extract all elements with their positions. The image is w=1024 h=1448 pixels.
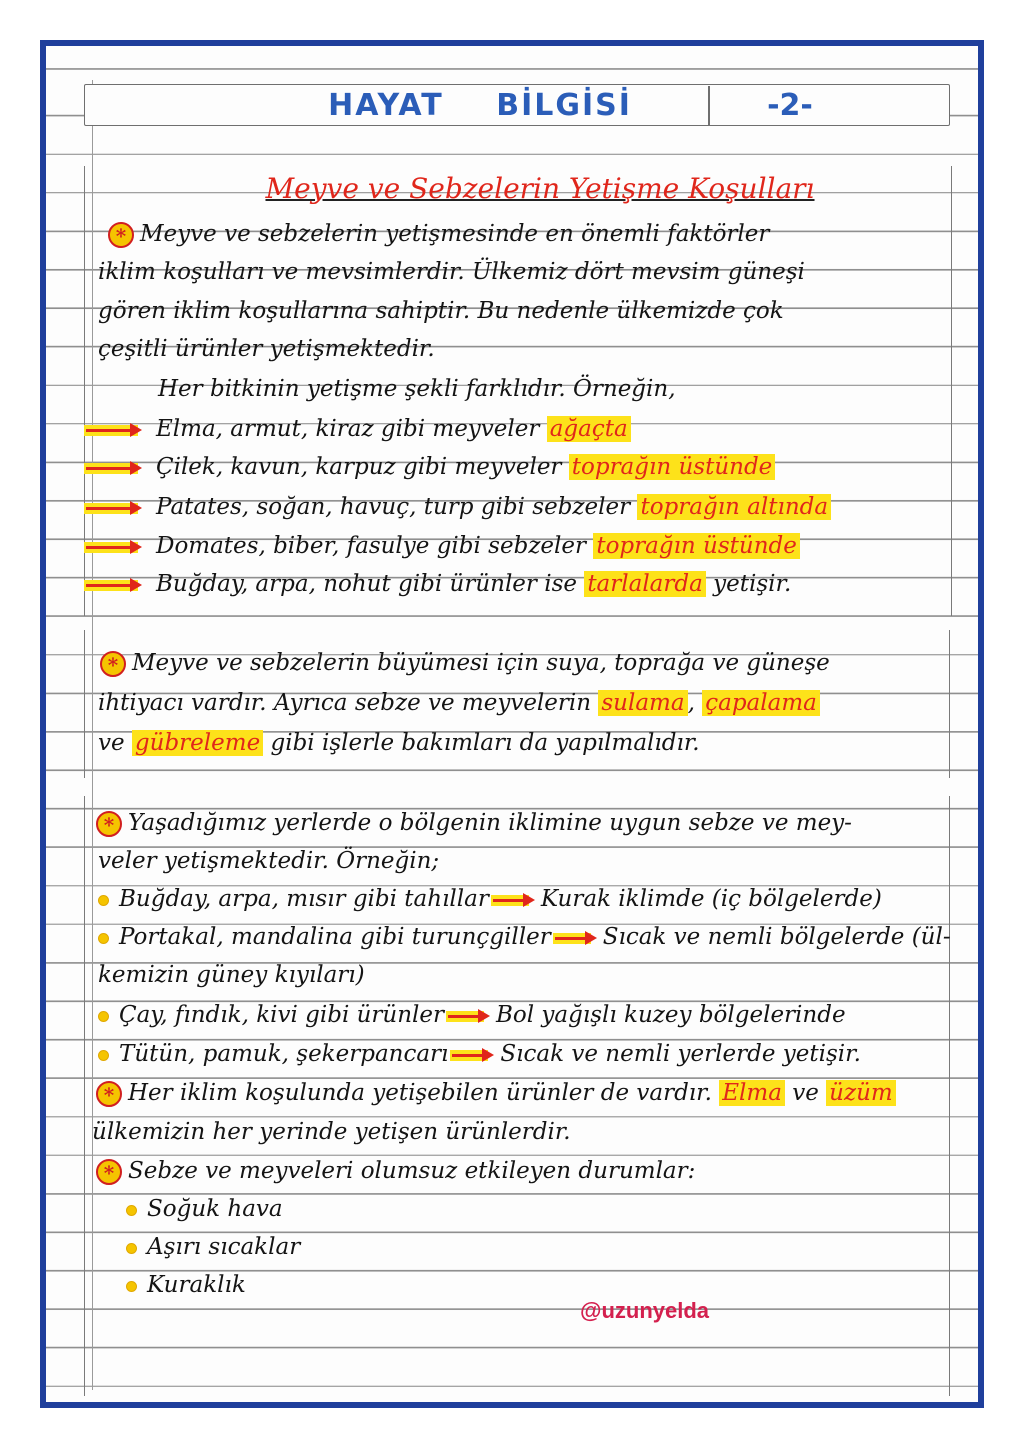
intro-line-3: gören iklim koşullarına sahiptir. Bu nedenle ülkemizde çok: [98, 298, 784, 324]
intro-line-1: * Meyve ve sebzelerin yetişmesinde en önemli faktörler: [108, 219, 769, 249]
intro-line-2: iklim koşulları ve mevsimlerdir. Ülkemiz dört mevsim güneşi: [98, 259, 805, 285]
growth-item-2: Çilek, kavun, karpuz gibi meyveler toprağın üstünde: [86, 452, 775, 482]
topic-title: Meyve ve Sebzelerin Yetişme Koşulları: [265, 172, 815, 205]
arrow-right-icon: [86, 578, 146, 592]
dot-bullet-icon: [98, 1011, 109, 1022]
growth-item-4: Domates, biber, fasulye gibi sebzeler toprağın üstünde: [86, 531, 800, 561]
arrow-right-icon: [493, 893, 537, 907]
dot-bullet-icon: [98, 895, 109, 906]
arrow-right-icon: [555, 931, 599, 945]
care-line-1: * Meyve ve sebzelerin büyümesi için suya, toprağa ve güneşe: [100, 648, 830, 678]
arrow-right-icon: [86, 461, 146, 475]
arrow-right-icon: [86, 423, 146, 437]
page-number: -2-: [767, 88, 813, 123]
arrow-right-icon: [86, 540, 146, 554]
growth-item-5: Buğday, arpa, nohut gibi ürünler ise tarlalarda yetişir.: [86, 569, 791, 599]
region-item-4: Tütün, pamuk, şekerpancarı Sıcak ve nemli yerlerde yetişir.: [98, 1039, 861, 1069]
star-circle-icon: *: [96, 811, 122, 837]
star-circle-icon: *: [96, 1159, 122, 1185]
everywhere-line-2: ülkemizin her yerinde yetişen ürünlerdir.: [92, 1119, 571, 1145]
arrow-right-icon: [452, 1048, 496, 1062]
watermark: @uzunyelda: [580, 1298, 710, 1323]
growth-intro: Her bitkinin yetişme şekli farklıdır. Örneğin,: [158, 376, 676, 402]
everywhere-line-1: * Her iklim koşulunda yetişebilen ürünler de vardır. Elma ve üzüm: [96, 1078, 896, 1108]
care-line-2: ihtiyacı vardır. Ayrıca sebze ve meyvelerin sulama , çapalama: [98, 688, 820, 718]
dot-bullet-icon: [126, 1281, 137, 1292]
region-item-3: Çay, fındık, kivi gibi ürünler Bol yağışlı kuzey bölgelerinde: [98, 1000, 846, 1030]
care-line-3: ve gübreleme gibi işlerle bakımları da yapılmalıdır.: [98, 730, 700, 756]
dot-bullet-icon: [98, 1050, 109, 1061]
regions-intro-1: * Yaşadığımız yerlerde o bölgenin iklimine uygun sebze ve mey-: [96, 808, 852, 838]
dot-bullet-icon: [98, 933, 109, 944]
subject-title: HAYAT BİLGİSİ: [328, 88, 632, 123]
region-item-1: Buğday, arpa, mısır gibi tahıllar Kurak iklimde (iç bölgelerde): [98, 884, 882, 914]
negative-item-2: Aşırı sıcaklar: [126, 1232, 300, 1262]
negative-item-1: Soğuk hava: [126, 1194, 283, 1224]
region-item-2-cont: kemizin güney kıyıları): [98, 962, 365, 988]
dot-bullet-icon: [126, 1243, 137, 1254]
intro-line-4: çeşitli ürünler yetişmektedir.: [98, 336, 435, 362]
star-circle-icon: *: [100, 651, 126, 677]
regions-intro-2: veler yetişmektedir. Örneğin;: [98, 848, 440, 874]
negative-item-3: Kuraklık: [126, 1270, 246, 1300]
dot-bullet-icon: [126, 1205, 137, 1216]
star-circle-icon: *: [108, 222, 134, 248]
header-divider: [708, 86, 710, 126]
star-circle-icon: *: [96, 1081, 122, 1107]
arrow-right-icon: [86, 501, 146, 515]
growth-item-1: Elma, armut, kiraz gibi meyveler ağaçta: [86, 414, 631, 444]
arrow-right-icon: [448, 1009, 492, 1023]
growth-item-3: Patates, soğan, havuç, turp gibi sebzeler toprağın altında: [86, 492, 831, 522]
negatives-title: * Sebze ve meyveleri olumsuz etkileyen durumlar:: [96, 1156, 695, 1186]
region-item-2: Portakal, mandalina gibi turunçgiller Sıcak ve nemli bölgelerde (ül-: [98, 922, 951, 952]
